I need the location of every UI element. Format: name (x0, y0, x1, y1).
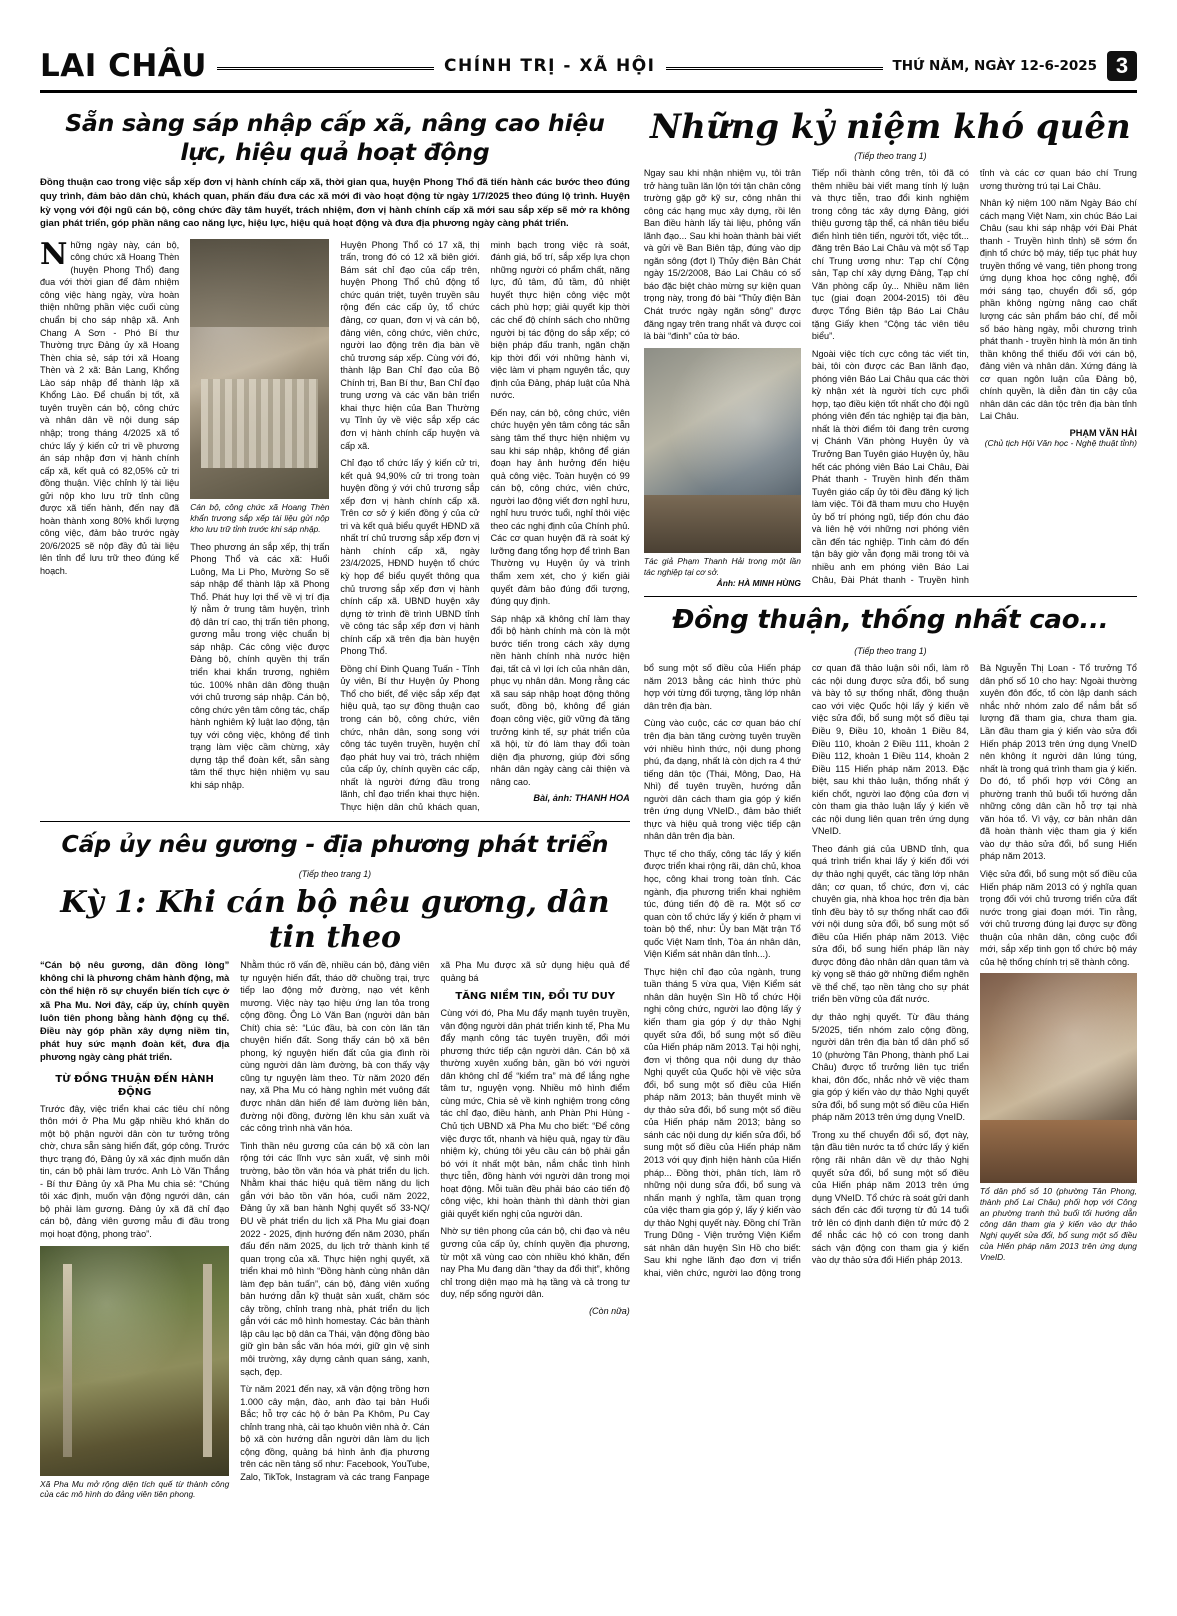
article2-headline: Cấp ủy nêu gương - địa phương phát triển (61, 830, 609, 859)
divider (40, 821, 630, 822)
paragraph: Tinh thần nêu gương của cán bộ xã còn lan rộng tới các lĩnh vực sản xuất, vệ sinh môi trường, bảo tồn văn hóa và phát triển du lịch. Nhằm khai thác hiệu quả tiềm năng du lịch gắn với bảo tồn văn hóa, cuối năm 2022, Đảng ủy xã ban hành Nghị quyết số 33-NQ/ĐU về phát triển du lịch xã Pha Mu giai đoạn 2022 - 2025, định hướng đến năm 2030, phấn đấu đến năm 2025, du lịch trở thành kinh tế quan trọng của xã. Thực hiện nghị quyết, xã triển khai mô hình “Đồng hành cùng nhân dân làm đẹp bản tuấn”, cán bộ, đảng viên xuống bản hướng dẫn kỹ thuật sản xuất, chăm sóc cây trồng, chỉnh trang nhà, phát triển du lịch gắn với các mô hình homestay. Các bản thành lập câu lạc bộ dân ca Thái, vận động đồng bào giữ gìn bản sắc văn hóa mới, giữ gìn vệ sinh môi trường, xây dựng cảnh quan sáng, xanh, sạch, đẹp. (240, 1140, 430, 1377)
issue-date: THỨ NĂM, NGÀY 12-6-2025 (892, 58, 1098, 74)
article2-body (40, 959, 630, 1500)
article2-subtitle: Kỳ 1: Khi cán bộ nêu gương, dân tin theo (60, 885, 610, 956)
article2-figure (40, 1246, 229, 1501)
article3-signature-title: (Chủ tịch Hội Văn học - Nghệ thuật tỉnh) (984, 437, 1137, 448)
masthead (40, 48, 1137, 93)
paragraph: Nhằm thúc rõ vấn đề, nhiều cán bộ, đảng viên tự nguyện hiến đất, tháo dỡ chuồng trại, trực tiếp lao động mở đường, nạo vét kênh mương. Việc này tạo hiệu ứng lan tỏa trong cộng đồng. Ông Lò Văn Ban (người dân bản Chít) chia sẻ: “Lúc đầu, bà con còn lăn tăn chuyện hiến đất. Song thấy cán bộ xã bên phong, ký nguyện hiến đất của gia đình rồi cùng người dân làm đường, bà con thấy vậy cũng tự nguyện làm theo. Từ năm 2020 đến nay, xã Pha Mu có hàng nghìn mét vuông đất được nhân dân hiến để làm đường liên bản, đường nội đồng, đường lên khu sản xuất và các công trình nhà văn hóa. (240, 960, 430, 1134)
article4-figure (980, 973, 1137, 1262)
paragraph: Ngoài việc tích cực công tác viết tin, bài, tôi còn được các Ban lãnh đạo, phóng viên Báo Lai Châu qua các thời kỳ nhận xét là người tích cực phối hợp, tạo điều kiện tốt nhất cho đội ngũ phóng viên đến tác nghiệp tại địa bàn, nhất là thời điểm tôi đang trên cương vị Chánh Văn phòng Huyện ủy và Trưởng Ban Tuyên giáo Huyện ủy, hầu hết các phóng viên Báo Lai Châu, Đài Phát thanh - Truyền hình đến thăm Tuyên giáo cấp ủy tôi đều đăng ký lịch làm việc. Tôi đã tham mưu cho Huyện ủy bố trí phóng ngũ, tiếp đón chu đáo và liên hệ với những nơi phóng viên cần đến tác nghiệp. Tình cảm đó đến tận bây giờ vẫn đọng mãi trong tôi và nhiều anh em phóng viên Báo Lai Châu, Đài Phát thanh - Truyền hình tỉnh và các cơ quan báo chí Trung ương thường trú tại Lai Châu. (811, 168, 1137, 585)
article2-lead: “Cán bộ nêu gương, dân đồng lòng” không chỉ là phương châm hành động, mà còn thể hiện rõ sự chuyển biến tích cực ở xã Pha Mu. Nơi đây, cấp ủy, chính quyền luôn tiên phong bằng hành động cụ thể. Điều này góp phần xây dựng niềm tin, phát huy sức mạnh đoàn kết, đưa địa phương ngày càng phát triển. (40, 960, 230, 1063)
paragraph: Cùng với đó, Pha Mu đẩy mạnh tuyên truyền, vận động người dân phát triển kinh tế, Pha Mu đẩy mạnh công tác tuyên truyền, đổi mới phương thức tiếp cận người dân. Cán bộ xã thường xuyên xuống bản, gần bó với người dân không chỉ để “kiểm tra” mà để lắng nghe tâm tư, nguyện vọng. Nhiều mô hình điểm cùng mức, Chia sẻ về kinh nghiệm trong công tác chỉ đạo, điều hành, anh Phàn Phi Hùng - Chủ tịch UBND xã Pha Mu cho biết: “Để công việc được tốt, nhanh và hiệu quả, ngay từ đầu nhiệm kỳ, chúng tôi yêu cầu cán bộ phải gắn bó với ít nhất một bản, nắm chắc tình hình thực tiễn, đồng hành với người dân trong mọi hoạt động. Mỗi tuần đều phải báo cáo tiến độ công việc, khi hoàn thành thì dành thời gian giải quyết kiến nghị của người dân. (440, 1008, 630, 1219)
paragraph: Ngay sau khi nhận nhiệm vụ, tôi trân trở hàng tuần lăn lộn tới tận chân công trường gặp gỡ kỹ sư, công nhân thi công các hạng mục xây dựng, rồi lên Ban điều hành lấy tài liệu, phỏng vấn lãnh đạo... Sau khi hoàn thành bài viết và gửi về Ban Biên tập, đúng vào dịp ngăn sông (đợt I) Thủy điện Bản Chát ngày 15/2/2008, Báo Lai Châu có số báo đặc biệt chào mừng sự kiện quan trọng này, trong đó bài “Thủy điện Bản Chát trước ngày ngăn sông” được đăng ngay trên trang nhất và được coi là bài “đinh” của tờ báo. (643, 168, 801, 342)
paragraph: Chỉ đạo tổ chức lấy ý kiến cử tri, kết quả 94,90% cử tri trong toàn huyện đồng ý với chủ trương sắp xếp đơn vị hành chính cấp xã. Trên cơ sở ý kiến đồng ý của cử tri và kết quả biểu quyết HĐND xã nhất trí chủ trương sắp xếp đơn vị hành chính cấp xã, ngày 23/4/2025, HĐND huyện tổ chức kỳ họp để biểu quyết thông qua chủ trương sắp xếp đơn vị hành chính cấp xã. UBND huyện xây dựng tờ trình đề trình UBND tỉnh về công tác sắp xếp đơn vị hành chính cấp xã trên địa bàn huyện Phong Thổ. (340, 458, 480, 657)
article1-body (40, 236, 630, 814)
article4-photo-caption: Tổ dân phố số 10 (phường Tân Phong, thành phố Lai Châu) phối hợp với Công an phường tranh thủ buổi tối hướng dẫn công dân tham gia ý kiến vào dự thảo Nghị quyết sửa đổi, bổ sung một số điều của Hiến pháp năm 2013 trên ứng dụng VneID. (979, 1186, 1137, 1262)
article1-figure (190, 239, 329, 535)
page-body (40, 105, 1137, 1500)
paragraph: Trước đây, việc triển khai các tiêu chí nông thôn mới ở Pha Mu gặp nhiều khó khăn do một bộ phận người dân còn tư tưởng trông chờ, chưa sẵn sàng hiến đất, góp công. Trước thực trạng đó, Đảng ủy xã xác định muốn dân tin, cán bộ phải làm trước. Anh Lò Văn Thắng - Bí thư Đảng ủy xã Pha Mu chia sẻ: “Chúng tôi xác định, muốn vận động ngưới dân, cán bộ phải làm gương. Đảng ủy xã đã chỉ đạo cán bộ, đảng viên gương mẫu đi đầu trong mọi hoạt động, phong trào”. (40, 1103, 230, 1239)
paragraph: Sáp nhập xã không chỉ làm thay đổi bộ hành chính mà còn là một bước tiến trong cách xây dựng nền hành chính nhà nước hiện đại, tất cả vì lợi ích của nhân dân, phục vụ nhân dân. Mong rằng các xã sau sáp nhập hoạt động thông suốt, đồng bộ, không để gián đoạn công việc, giữ vững đà tăng trưởng kinh tế, sự phát triển của xã hội, từ đó làm thay đổi toàn diện địa phương, giúp đời sống nhân dân ngày càng cải thiện và nâng cao. (490, 613, 630, 787)
paragraph: Đồng chí Đinh Quang Tuấn - Tỉnh ủy viên, Bí thư Huyện ủy Phong Thổ cho biết, để việc sắp xếp đạt hiệu quả, tạo sự đồng thuận cao trong cán bộ, công chức, viên chức, nhân dân, song song với công tác tuyên truyền, huyện chỉ đạo phát huy vai trò, trách nhiệm của cấp ủy, chính quyền các cấp, nhất là người đứng đầu trong lãnh, chỉ đạo triển khai thực hiện. Thực hiện dân chủ khách quan, minh bạch trong việc rà soát, đánh giá, bố trí, sắp xếp lựa chọn những người có phẩm chất, năng lực, đủ tâm, đủ tầm, đủ nhiệt huyết thực hiện công việc một cách phù hợp; giải quyết kịp thời các chế độ chính sách cho những người bị tác động do sắp xếp; có biện pháp đấu tranh, ngăn chặn kịp thời đối với những hành vi, việc làm vi phạm nguyên tắc, quy định của Đảng, pháp luật của Nhà nước. (340, 239, 630, 812)
article4-photo (980, 973, 1137, 1183)
article3-headline: Những kỷ niệm khó quên (650, 107, 1131, 147)
article1-standfirst: Đồng thuận cao trong việc sắp xếp đơn vị hành chính cấp xã, thời gian qua, huyện Phong Thổ đã tiến hành các bước theo đúng quy trình, đảm bảo dân chủ, khách quan, phấn đấu đưa các xã mới đi vào hoạt động từ ngày 1/7/2025 theo đúng lộ trình. Huyện kỳ vọng với đội ngũ cán bộ, công chức đầy tâm huyết, trách nhiệm, đơn vị hành chính cấp xã mới sau sắp xếp sẽ mở ra không gian phát triển, góp phần nâng cao năng lực, hiệu lực, hiệu quả hoạt động và đưa địa phương ngày càng phát triển. (40, 177, 630, 230)
masthead-rule-left (217, 67, 434, 70)
article3-continuation-note: (Tiếp theo trang 1) (854, 151, 927, 161)
article1-byline: Bài, ảnh: THANH HOA (533, 793, 630, 804)
article3-photo-caption: Tác giả Phạm Thanh Hải trong một lần tác nghiệp tại cơ sở. (643, 555, 801, 577)
left-column-zone (40, 105, 630, 1500)
paragraph: Cùng vào cuộc, các cơ quan báo chí trên địa bàn tăng cường tuyên truyền với nhiều hình thức, nội dung phong phú, đa dạng, nhất là còn dịch ra 4 thứ tiếng dân tộc (Thái, Mông, Dao, Hà Nhì) để tuyên truyền, hướng dẫn người dân cách tham gia góp ý kiến trên ứng dụng VNeID., đảm bảo thiết thực và hiệu quả trong việc tiếp cận nhân dân trên địa bàn. (643, 718, 801, 842)
paragraph: Trong xu thế chuyển đổi số, đợt này, tận đầu tiên nước ta tổ chức lấy ý kiến rộng rãi nhân dân về dự thảo Nghị quyết sửa đổi, bổ sung một số điều của Hiến pháp năm 2013 trên ứng dụng VNeID. Tổ chức rà soát gửi danh sách đến các đối tượng từ đủ 14 tuổi trở lên có định danh điện tử mức độ 2 để nhắc các hộ có con trong danh sách vận động con tham gia ý kiến vào dự thảo sửa đổi Hiến pháp 2013. (811, 1129, 969, 1266)
article1-headline: Sẵn sàng sáp nhập cấp xã, nâng cao hiệu lực, hiệu quả hoạt động (65, 109, 605, 166)
page-number: 3 (1107, 51, 1137, 81)
paragraph: Nhờ sự tiên phong của cán bộ, chi đạo và nêu gương của cấp ủy, chính quyền địa phương, từ một xã vùng cao còn nhiều khó khăn, đến nay Pha Mu đang dần “thay da đổi thịt”, không chỉ trong diện mạo mà hạ tầng và cả trong tư duy, nếp sống người dân. (440, 1226, 630, 1300)
paragraph: Nhân kỷ niệm 100 năm Ngày Báo chí cách mạng Việt Nam, xin chúc Báo Lai Châu (sau khi sáp nhập với Đài Phát thanh - Truyền hình tỉnh) sẽ sớm ổn định tổ chức bộ máy, tiếp tục phát huy truyền thống vẻ vang, tiên phong trong ứng dụng khoa học công nghệ, đổi mới sáng tạo, chuyển đổi số, góp phần không ngừng nâng cao chất lượng các sản phẩm báo chí, để mỗi số báo hàng ngày, mỗi chương trình phát thanh - truyền hình là món ăn tinh thần không thể thiếu đối với cán bộ, đảng viên và nhân dân. Xứng đáng là cơ quan ngôn luận của Đảng bộ, chính quyền, là diễn đàn tin cậy của nhân dân các dân tộc trên địa bàn tỉnh Lai Châu. (979, 198, 1137, 422)
article2-subhead-1: TỪ ĐỒNG THUẬN ĐẾN HÀNH ĐỘNG (55, 1073, 214, 1098)
article3-body (644, 167, 1137, 588)
article2-continuation-note: (Tiếp theo trang 1) (298, 869, 372, 880)
right-column-zone (644, 105, 1137, 1500)
paragraph: Thực tế cho thấy, công tác lấy ý kiến được triển khai rộng rãi, dân chủ, khoa học, công khai trong toàn tỉnh. Các ngành, địa phương triển khai nghiêm túc, đúng tiến độ đề ra. Một số cơ quan còn tổ chức lấy ý kiến ở phạm vi toàn bộ thể, như: Ủy ban Mặt trận Tổ quốc Việt Nam tỉnh, Tòa án nhân dân, Viện Kiểm sát nhân dân tỉnh...). (643, 848, 801, 960)
paragraph: Huyện Phong Thổ có 17 xã, thị trấn, trong đó có 12 xã biên giới. Bám sát chỉ đạo của cấp trên, huyện Phong Thổ chủ động tổ chức quán triệt, tuyên truyền sâu rộng đến các cấp ủy, tổ chức đảng, cơ quan, đơn vị và cán bộ, đảng viên, công chức, viên chức, người lao động trên địa bàn về chủ trương sáp xếp. Cùng với đó, thành lập Ban Chỉ đạo của Bộ Chính trị, Ban Bí thư, Ban Chỉ đạo trung ương và các văn bản triển khai thực hiện của Ban Thường vụ Tỉnh ủy về việc sắp xếp các đơn vị hành chính cấp huyện và cấp xã. (340, 239, 480, 451)
article2-subhead-2: TĂNG NIỀM TIN, ĐỔI TƯ DUY (455, 991, 615, 1003)
article3-photo (644, 348, 801, 553)
paragraph: Đến nay, cán bộ, công chức, viên chức huyện yên tâm công tác sẵn sàng tâm thế thực hiện nhiệm vụ sau khi sáp nhập, không để gián đoạn hay ảnh hưởng đến hiệu quả công việc. Toàn huyện có 99 cán bộ, công chức, viên chức, người lao động viết đơn nghỉ hưu, nghỉ hưu trước tuổi, nghỉ thôi việc theo các nghị định của Chính phủ. Các cơ quan huyện đã rà soát ký lưỡng đang tổng hợp để trình Ban Thường vụ Huyện ủy và trình thẩm xem xét, cho ý kiến giải quyết đảm bảo đúng đối tượng, đúng quy định. (490, 407, 630, 607)
paragraph: Từ năm 2021 đến nay, xã vận động trồng hơn 1.000 cây mận, đào, anh đào tại bản Huổi Bắc; hỗ trợ các hộ ở bản Pa Khôm, Pu Cay chỉnh trang nhà, cải tạo khuôn viên nhà ở. Cán bộ xã còn hướng dẫn người dân làm du lịch cộng đồng, quảng bá hình ảnh địa phương trên các nền tảng số như: Facebook, YouTube, Zalo, TikTok, Instagram và các trang Fanpage xã Pha Mu được xã sử dụng hiệu quả để quảng bá (240, 960, 630, 1482)
article3-signature: PHẠM VĂN HẢI (1069, 427, 1137, 438)
article3-figure (644, 348, 801, 588)
article1-photo-caption: Cán bộ, công chức xã Hoang Thèn khẩn trương sắp xếp tài liệu gửi nộp kho lưu trữ tỉnh trước khi sáp nhập. (190, 501, 330, 534)
paper-name: LAI CHÂU (40, 48, 207, 84)
article2-photo-caption: Xã Pha Mu mở rộng diện tích quế từ thành công của các mô hình do đảng viên tiên phong. (40, 1478, 230, 1500)
masthead-rule-right (666, 67, 883, 70)
paragraph: Tiếp nối thành công trên, tôi đã có thêm nhiều bài viết mang tính lý luận và thực tiễn, trao đổi kinh nghiệm trong công tác xây dựng Đảng, giới thiệu gương tập thể, cá nhân tiêu biểu điển hình tiên tiến, người tốt, việc tốt... đăng trên Báo Lai Châu và một số Tạp chí Trung ương như: Tạp chí Cộng sản, Tạp chí xây dựng Đảng, Tạp chí Văn phòng cấp ủy... Nhiều năm liên tục (giai đoạn 2004-2015) tôi đều được Tổng Biên tập Báo Lai Châu tặng Giấy khen “Cộng tác viên tiêu biểu”. (811, 168, 969, 342)
article4-headline: Đồng thuận, thống nhất cao... (672, 604, 1109, 635)
article4-body (644, 662, 1137, 1279)
article2-end-note: (Còn nữa) (589, 1305, 630, 1316)
paragraph: Việc sửa đổi, bổ sung một số điều của Hiến pháp năm 2013 có ý nghĩa quan trọng đối với chủ trương triển cửa đất nước trong giai đoạn mới. Tin rằng, với chủ trương đúng lại được sự đồng thuận của nhân dân, công cuộc đổi mới, sắp xếp tinh gọn tổ chức bộ máy của hệ thống chính trị sẽ thành công. (979, 868, 1137, 967)
paragraph: Bà Nguyễn Thị Loan - Tổ trưởng Tổ dân phố số 10 cho hay: Ngoài thường xuyên đôn đốc, tổ còn lập danh sách nhắc nhở nhóm zalo để nắm bắt số lượng đã tham gia, chưa tham gia. Lần đầu tham gia ý kiến vào sửa đổi Hiến pháp 2013 trên ứng dụng VneID nên không ít người dân lúng túng, nhất là trong quá trình tham gia ý kiến. Do đó, tổ phối hợp với Công an phường tranh thủ buổi tối hướng dẫn những công dân cần hỗ trợ tại nhà văn hóa tổ. Vì vậy, cơ bản nhân dân đã hoàn thành việc tham gia ý kiến vào dự thảo sửa đổi, bổ sung Hiến pháp năm 2013. (979, 663, 1137, 862)
paragraph: bổ sung một số điều của Hiến pháp năm 2013 bằng các hình thức phù hợp với từng đối tượng, tầng lớp nhân dân trên địa bàn. (643, 663, 801, 711)
divider (644, 596, 1137, 597)
paragraph: Thực hiện chỉ đạo của ngành, trung tuần tháng 5 vừa qua, Viện Kiểm sát nhân dân huyện Sìn Hồ tổ chức Hội nghị công chức, người lao động lấy ý kiến tham gia góp ý dự thảo Nghị quyết sửa đổi, bổ sung một số điều của Hiến pháp năm 2013. Tại hội nghị, đơn vị thông qua nội dung dự thảo Nghị quyết của Quốc hội về việc sửa đổi, bổ sung một số điều của Hiến pháp năm 2013; bản thuyết minh về dự thảo sửa đổi, bổ sung một số điều của Hiến pháp năm 2013; bảng so sánh các nội dung dự kiến sửa đổi, bổ sung một số điều của Hiến pháp năm 2013 với quy định hiện hành của Hiến pháp... Đồng thời, phân tích, làm rõ những nội dung sửa đổi, bổ sung và nhấn mạnh ý nghĩa, tầm quan trọng của việc tham gia góp ý, lấy ý kiến vào dự thảo Nghị quyết này. Đồng chí Trần Trung Dũng - Viện trưởng Viện Kiểm sát nhân dân huyện Sìn Hồ cho biết: Sau khi nghe lãnh đạo đơn vị triển khai, viên chức, người lao động trong cơ quan đã thảo luận sôi nổi, làm rõ các nội dung được sửa đổi, bổ sung và bày tỏ sự thống nhất, đồng thuận cao với việc Quốc hội lấy ý kiến về việc sửa đổi, bổ sung một số điều tại Điều 9, Điều 10, khoản 1 Điều 84, Điều 110, khoản 2 Điều 111, khoản 2 Điều 112, khoản 1 Điều 114, khoản 2 Điều 115 Hiến pháp năm 2013. Đặc biệt, sau khi thảo luận, thống nhất ý kiến chốt, người lao động của đơn vị còn tham gia thảo luận lấy ý kiến về các nội dung liên quan trên ứng dụng VNeID. (643, 663, 969, 1278)
article3-photo-credit: Ảnh: HÀ MINH HÙNG (716, 577, 801, 588)
article2-photo (40, 1246, 229, 1476)
article1-photo (190, 239, 329, 499)
section-title: CHÍNH TRỊ - XÃ HỘI (444, 56, 656, 76)
paragraph: Theo đánh giá của UBND tỉnh, qua quá trình triển khai lấy ý kiến đối với dự thảo nghị quyết, các tầng lớp nhân dân; cơ quan, tổ chức, đơn vị, các chuyên gia, nhà khoa học trên địa bàn tỉnh đều bày tỏ sự thống nhất cao đối với nội dung sửa đổi, bổ sung một số điều của Hiến pháp năm 2013. Việc sửa đổi, bổ sung hiến pháp lần này được đông đảo nhân dân quan tâm và kỳ vọng sẽ tháo gỡ những điểm nghẽn về thể chế, tạo nền tảng cho sự phát triển bền vững của đất nước. (811, 843, 969, 1005)
paragraph: Những ngày này, cán bộ, công chức xã Hoang Thèn (huyện Phong Thổ) đang đua với thời gian để đảm nhiệm công việc hàng ngày, vừa hoàn thiện những phần việc cuối cùng chuẩn bị cho sáp nhập xã. Anh Chang A Sơn - Phó Bí thư Thường trực Đảng ủy xã Hoang Thèn chia sẻ, sáp tới xã Hoang Thèn và 2 xã: Bản Lang, Khổng Lào sáp nhập để thành lập xã Khổng Lào. Để chuẩn bị tốt, xã tuyên truyền cán bộ, công chức và nhân dân về nội dung sáp nhập; trong tháng 4/2025 xã tổ chức lấy ý kiến cử tri về phương án sáp nhập đơn vị hành chính cấp xã, kết quả có 82,05% cử tri đồng thuận. Việc chỉnh lý tài liệu gửi nộp kho lưu trữ tỉnh cũng được xã tiến hành, đến nay đã hoàn thành xong 80% khối lượng công việc, đảm bảo trước ngày 20/6/2025 sẽ nộp đầy đủ tài liệu lên tỉnh để lưu trữ theo đúng kế hoạch. (40, 236, 180, 576)
article4-continuation-note: (Tiếp theo trang 1) (854, 646, 927, 657)
paragraph: dự thảo nghị quyết. Từ đầu tháng 5/2025, tiến nhóm zalo cộng đồng, người dân trên địa bàn tổ dân phố số 10 (phường Tân Phong, thành phố Lai Châu) được tổ trưởng liên tục triển khai, đôn đốc, nhắc nhở về việc tham gia góp ý kiến vào dự thảo Nghị quyết sửa đổi, bổ sung một số điều của Hiến pháp năm 2013 trên ứng dụng VneID. (811, 1011, 969, 1123)
paragraph: Theo phương án sắp xếp, thị trấn Phong Thổ và các xã: Huổi Luông, Ma Li Pho, Mường So sẽ sáp nhập để thành lập xã Phong Thổ. Phát huy lợi thế về vị trí địa lý nằm ở trung tâm huyện, trình độ dân trí cao, thị trấn tiên phong, gương mẫu trong việc chuẩn bị sáp nhập. Các công việc được Đảng bộ, chính quyền thị trấn triển khai khẩn trương, nghiêm túc. 100% nhân dân đồng thuận với chủ trương sáp nhập. Cán bộ, công chức yên tâm công tác, chấp hành nghiêm kỷ luật lao động, tận tụy với công việc, không để tình trạng làm việc cầm chừng, xảy dựng tập thể đoàn kết, sẵn sàng tâm thế thực hiện nhiệm vụ sau khi sáp nhập. (190, 541, 330, 790)
